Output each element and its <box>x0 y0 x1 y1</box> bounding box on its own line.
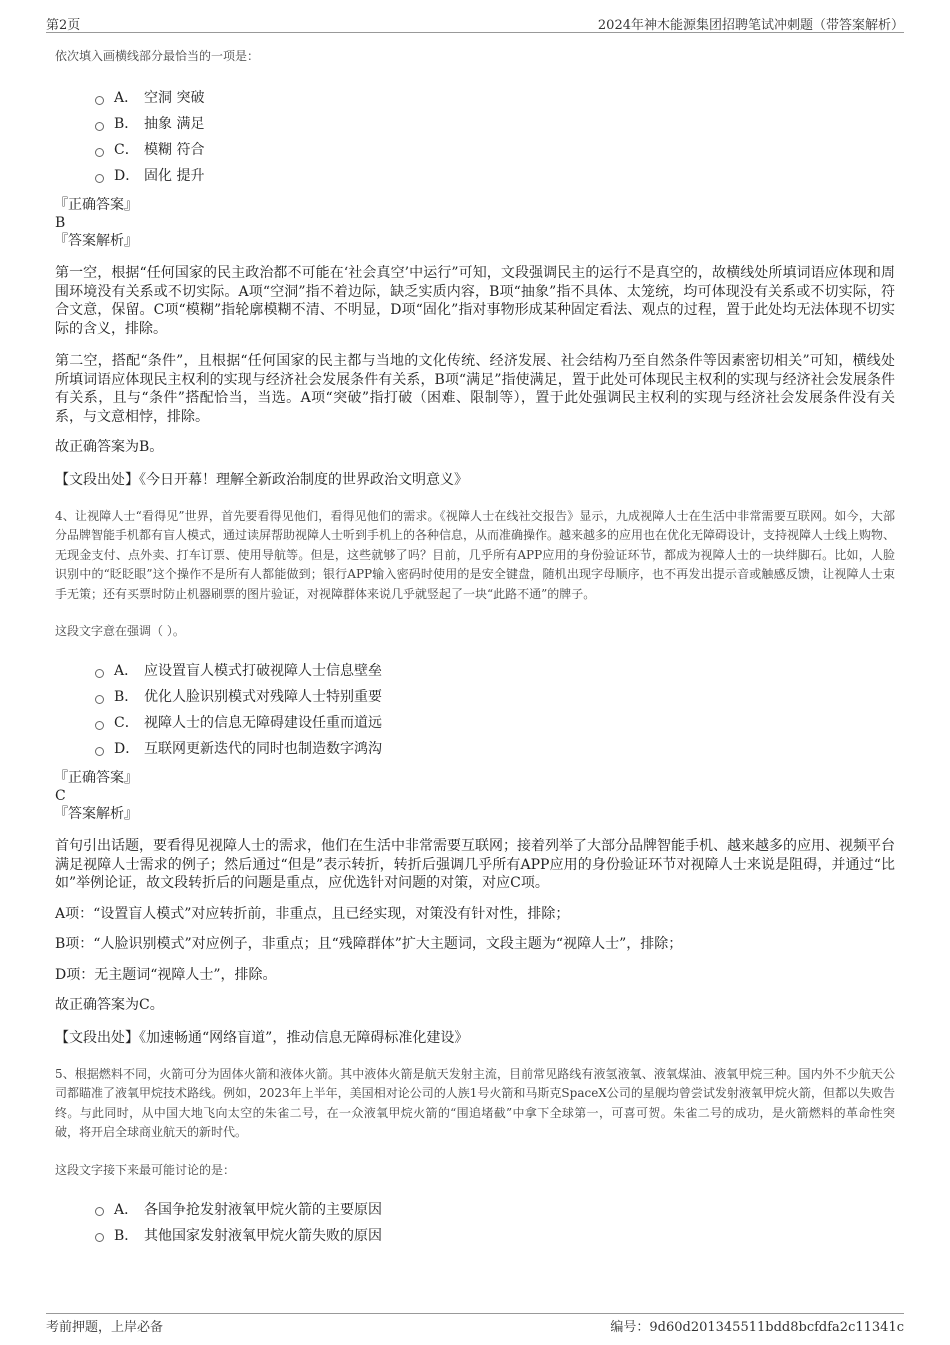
answer-label: 『正确答案』 <box>54 770 138 786</box>
source-citation: 【文段出处】《加速畅通“网络盲道”，推动信息无障碍标准化建设》 <box>55 1029 469 1046</box>
option-text: 模糊 符合 <box>144 142 205 158</box>
q3-option-a[interactable] <box>95 84 895 110</box>
analysis-conclusion: 故正确答案为B。 <box>55 439 164 455</box>
footer-slogan: 考前押题，上岸必备 <box>46 1320 164 1335</box>
q3-option-b[interactable] <box>95 110 895 136</box>
q4-question: 4、让视障人士“看得见”世界，首先要看得见他们，看得见他们的需求。《视障人士在线社交报告》显示，九成视障人士在生活中非常需要互联网。如今，大部分品牌智能手机都有盲人模式，通过读屏帮助视障人士听到手机上的各种信息，从而准确操作。越来越多的应用也在优化无障碍设计，支持视障人士线上购物、无现金支付、点外卖、打车订票、使用导航等。但是，这些就够了吗？目前，几乎所有APP应用的身份验证环节，都成为视障人士的一块绊脚石。比如，人脸识别中的“眨眨眼”这个操作不是所有人都能做到；银行APP输入密码时使用的是安全键盘，随机出现字母顺序，也不再发出提示音或触感反馈，让视障人士束手无策；还有买票时防止机器刷票的图片验证，对视障群体来说几乎就竖起了一块“此路不通”的牌子。 <box>55 508 896 601</box>
q3-option-c[interactable] <box>95 136 895 162</box>
radio-icon[interactable] <box>95 122 104 131</box>
radio-icon[interactable] <box>95 148 104 157</box>
option-text: 各国争抢发射液氧甲烷火箭的主要原因 <box>144 1201 382 1218</box>
option-letter: C． <box>114 715 139 731</box>
option-letter: A． <box>114 1201 139 1218</box>
q3-prompt: 依次填入画横线部分最恰当的一项是： <box>55 49 260 63</box>
q5-options <box>95 1196 895 1248</box>
radio-icon[interactable] <box>95 695 104 704</box>
q3-options <box>95 84 895 188</box>
page-header <box>46 14 904 33</box>
analysis-conclusion: 故正确答案为C。 <box>55 997 164 1013</box>
answer-value: B <box>55 215 66 231</box>
option-text: 空洞 突破 <box>144 90 205 106</box>
q4-option-a[interactable] <box>95 657 895 683</box>
document-body <box>55 46 895 1256</box>
radio-icon[interactable] <box>95 1233 104 1242</box>
q5-prompt: 这段文字接下来最可能讨论的是： <box>55 1162 236 1177</box>
answer-label: 『正确答案』 <box>54 197 138 213</box>
option-letter: A． <box>114 663 139 679</box>
option-letter: B． <box>114 689 139 705</box>
document-title: 2024年神木能源集团招聘笔试冲刺题（带答案解析） <box>597 18 904 33</box>
analysis-label: 『答案解析』 <box>54 233 138 249</box>
answer-value: C <box>55 788 66 804</box>
q4-option-d[interactable] <box>95 735 895 761</box>
option-text: 应设置盲人模式打破视障人士信息壁垒 <box>144 663 382 679</box>
option-letter: B． <box>114 116 139 132</box>
option-text: 抽象 满足 <box>144 116 205 132</box>
analysis-paragraph: 第一空，根据“任何国家的民主政治都不可能在‘社会真空’中运行”可知，文段强调民主的运行不是真空的，故横线处所填词语应体现和周围环境没有关系或不切实际。A项“空洞”指不着边际，缺乏实质内容，B项“抽象”指不具体、太笼统，均可体现没有关系或不切实际，符合文意，保留。C项“模糊”指轮廓模糊不清、不明显，D项“固化”指对事物形成某种固定看法、观点的过程，置于此处均无法体现不切实际的含义，排除。 <box>55 265 895 337</box>
option-letter: D． <box>114 741 140 757</box>
option-text: 固化 提升 <box>144 168 205 184</box>
radio-icon[interactable] <box>95 1207 104 1216</box>
radio-icon[interactable] <box>95 96 104 105</box>
document-id: 编号：9d60d201345511bdd8bcfdfa2c11341c <box>610 1320 904 1335</box>
option-text: 优化人脸识别模式对残障人士特别重要 <box>144 689 382 705</box>
q5-question: 5、根据燃料不同，火箭可分为固体火箭和液体火箭。其中液体火箭是航天发射主流，目前常见路线有液氢液氧、液氧煤油、液氧甲烷三种。国内外不少航天公司都瞄准了液氧甲烷技术路线。例如，2023年上半年，美国相对论公司的人族1号火箭和马斯克SpaceX公司的星舰均曾尝试发射液氧甲烷火箭，但都以失败告终。与此同时，从中国大地飞向太空的朱雀二号，在一众液氧甲烷火箭的“围追堵截”中拿下全球第一，可喜可贺。朱雀二号的成功，是火箭燃料的革命性突破，将开启全球商业航天的新时代。 <box>55 1066 895 1139</box>
q4-options <box>95 657 895 761</box>
analysis-paragraph: 首句引出话题，要看得见视障人士的需求，他们在生活中非常需要互联网；接着列举了大部分品牌智能手机、越来越多的应用、视频平台满足视障人士需求的例子；然后通过“但是”表示转折，转折后强调几乎所有APP应用的身份验证环节对视障人士来说是阻碍，并通过“比如”举例论证，故文段转折后的问题是重点，应优选针对问题的对策，对应C项。 <box>55 838 895 891</box>
page-number: 第2页 <box>46 18 81 33</box>
radio-icon[interactable] <box>95 669 104 678</box>
source-citation: 【文段出处】《今日开幕！理解全新政治制度的世界政治文明意义》 <box>55 471 468 488</box>
page-footer <box>46 1313 904 1335</box>
analysis-paragraph: D项：无主题词“视障人士”，排除。 <box>55 966 277 983</box>
radio-icon[interactable] <box>95 747 104 756</box>
option-text: 互联网更新迭代的同时也制造数字鸿沟 <box>144 741 382 757</box>
analysis-label: 『答案解析』 <box>54 806 138 822</box>
q5-option-a[interactable] <box>95 1196 895 1222</box>
option-text: 其他国家发射液氧甲烷火箭失败的原因 <box>144 1227 382 1244</box>
option-letter: B． <box>114 1227 139 1244</box>
option-text: 视障人士的信息无障碍建设任重而道远 <box>144 715 382 731</box>
analysis-paragraph: A项：“设置盲人模式”对应转折前，非重点，且已经实现，对策没有针对性，排除； <box>55 905 570 922</box>
q3-option-d[interactable] <box>95 162 895 188</box>
option-letter: D． <box>114 168 140 184</box>
q4-prompt: 这段文字意在强调（ ）。 <box>55 624 185 638</box>
radio-icon[interactable] <box>95 174 104 183</box>
analysis-paragraph: B项：“人脸识别模式”对应例子，非重点；且“残障群体”扩大主题词，文段主题为“视障人士”，排除； <box>55 936 683 952</box>
radio-icon[interactable] <box>95 721 104 730</box>
q4-option-c[interactable] <box>95 709 895 735</box>
q4-option-b[interactable] <box>95 683 895 709</box>
analysis-paragraph: 第二空，搭配“条件”，且根据“任何国家的民主都与当地的文化传统、经济发展、社会结构乃至自然条件等因素密切相关”可知，横线处所填词语应体现民主权利的实现与经济社会发展条件有关系，B项“满足”指使满足，置于此处可体现民主权利的实现与经济社会发展条件有关系，且与“条件”搭配恰当，当选。A项“突破”指打破（困难、限制等），置于此处强调民主权利的实现与经济社会发展条件没有关系，与文意相悖，排除。 <box>55 353 895 425</box>
option-letter: C． <box>114 142 139 158</box>
q5-option-b[interactable] <box>95 1222 895 1248</box>
option-letter: A． <box>114 90 139 106</box>
